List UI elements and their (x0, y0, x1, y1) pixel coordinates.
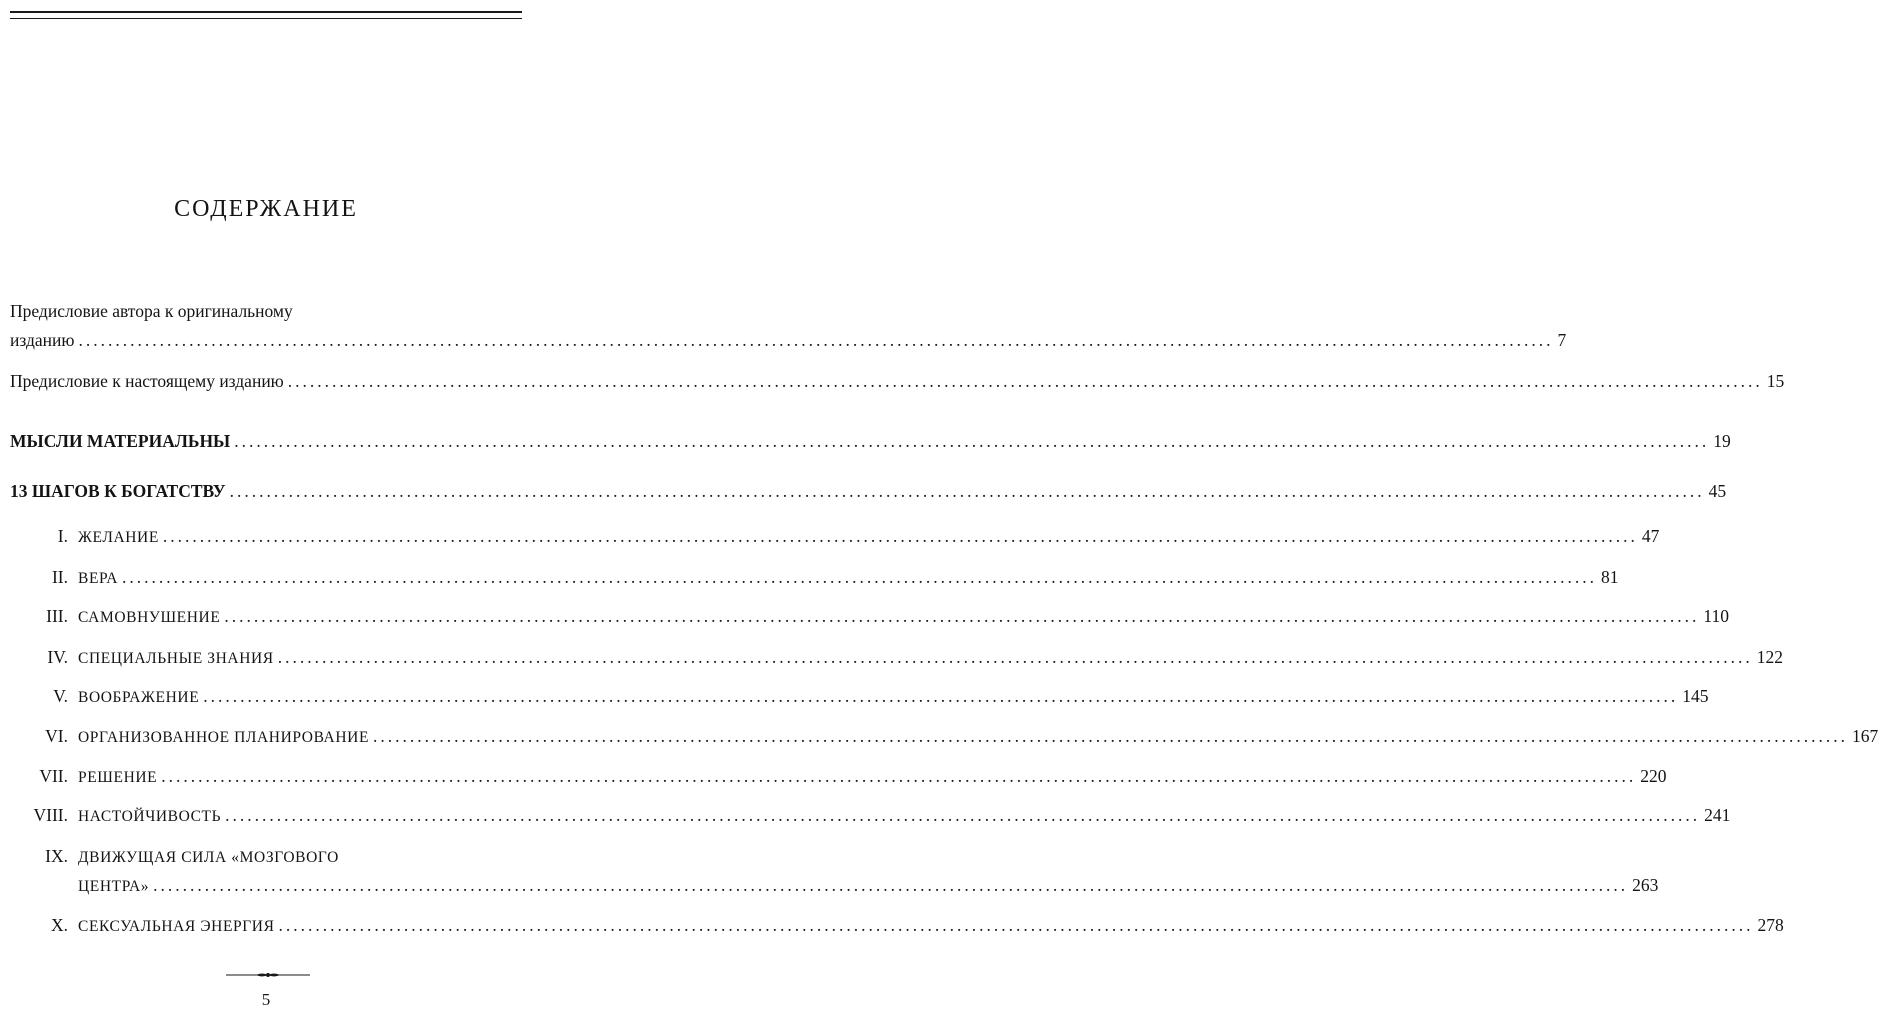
toc-entry-text: РЕШЕНИЕ (78, 769, 158, 786)
dot-leader: ........................................................................................................................................................................................................ (373, 726, 1849, 746)
toc-entry-text: 13 ШАГОВ К БОГАТСТВУ (10, 481, 226, 501)
toc-page-number: 145 (1682, 686, 1709, 706)
dot-leader: ........................................................................................................................................................................................................ (229, 481, 1705, 501)
chapter-number: I. (57, 526, 68, 546)
dot-leader: ........................................................................................................................................................................................................ (234, 431, 1710, 451)
top-rule-thick (10, 11, 522, 13)
toc-chapter-entry[interactable] (10, 602, 1730, 630)
toc-chapter-entry[interactable] (10, 563, 1619, 591)
chapter-number: IV. (47, 647, 68, 667)
dot-leader: ........................................................................................................................................................................................................ (153, 875, 1629, 895)
dot-leader: ........................................................................................................................................................................................................ (277, 647, 1753, 667)
toc-page-number: 167 (1852, 726, 1878, 746)
toc-chapter-entry[interactable] (10, 871, 1659, 899)
chapter-number: III. (46, 606, 68, 626)
toc-page-number: 122 (1756, 647, 1783, 667)
toc-chapter-entry-line1 (10, 842, 520, 870)
dot-leader: ........................................................................................................................................................................................................ (122, 567, 1598, 587)
toc-entry-text: СПЕЦИАЛЬНЫЕ ЗНАНИЯ (78, 650, 274, 667)
ornament-icon (226, 969, 310, 981)
toc-chapter-entry[interactable] (10, 682, 1709, 710)
toc-entry-text: Предисловие к настоящему изданию (10, 371, 284, 391)
top-rule-thin (10, 18, 522, 19)
dot-leader: ........................................................................................................................................................................................................ (162, 526, 1638, 546)
toc-entry-text: ЦЕНТРА» (78, 878, 150, 895)
toc-page-number: 278 (1757, 915, 1784, 935)
chapter-number: II. (51, 567, 68, 587)
toc-entry-text: МЫСЛИ МАТЕРИАЛЬНЫ (10, 431, 231, 451)
toc-chapter-entry[interactable] (10, 762, 1667, 790)
chapter-number: VII. (39, 766, 68, 786)
toc-chapter-entry[interactable] (10, 643, 1783, 671)
page-number: 5 (261, 990, 271, 1009)
toc-entry-text: ВЕРА (78, 570, 119, 587)
toc-entry-text: НАСТОЙЧИВОСТЬ (78, 808, 222, 825)
dot-leader: ........................................................................................................................................................................................................ (287, 371, 1763, 391)
toc-entry-text: ВООБРАЖЕНИЕ (78, 689, 200, 706)
page-title: СОДЕРЖАНИЕ (174, 196, 358, 222)
toc-entry-text: ОРГАНИЗОВАННОЕ ПЛАНИРОВАНИЕ (78, 729, 370, 746)
toc-page-number: 7 (1557, 330, 1567, 350)
toc-entry-text: ЖЕЛАНИЕ (78, 529, 159, 546)
toc-chapter-entry[interactable] (10, 522, 1660, 550)
dot-leader: ........................................................................................................................................................................................................ (278, 915, 1754, 935)
toc-entry-line1: Предисловие автора к оригинальному (10, 301, 293, 321)
toc-page-number: 19 (1713, 431, 1731, 451)
dot-leader: ........................................................................................................................................................................................................ (225, 805, 1701, 825)
toc-chapter-entry[interactable] (10, 722, 1878, 750)
chapter-number: VIII. (33, 805, 68, 825)
toc-page-number: 47 (1641, 526, 1660, 546)
toc-entry[interactable] (10, 326, 1567, 354)
toc-entry-text-line1: ДВИЖУЩАЯ СИЛА «МОЗГОВОГО (78, 849, 339, 866)
toc-entry-text: СЕКСУАЛЬНАЯ ЭНЕРГИЯ (78, 918, 275, 935)
dot-leader: ........................................................................................................................................................................................................ (161, 766, 1637, 786)
toc-page-number: 15 (1766, 371, 1785, 391)
toc-part-entry[interactable] (10, 477, 1727, 505)
dot-leader: ........................................................................................................................................................................................................ (78, 330, 1554, 350)
toc-page-number: 45 (1708, 481, 1727, 501)
toc-part-entry[interactable] (10, 427, 1731, 455)
toc-chapter-entry[interactable] (10, 911, 1784, 939)
toc-page-number: 110 (1703, 606, 1730, 626)
chapter-number: V. (53, 686, 68, 706)
toc-entry-text: изданию (10, 330, 75, 350)
dot-leader: ........................................................................................................................................................................................................ (224, 606, 1700, 626)
chapter-number: VI. (45, 726, 68, 746)
chapter-number: X. (50, 915, 68, 935)
toc-page-number: 220 (1640, 766, 1667, 786)
toc-page-number: 263 (1632, 875, 1659, 895)
toc-entry[interactable] (10, 367, 1785, 395)
chapter-number: IX. (45, 846, 68, 866)
toc-entry-text: САМОВНУШЕНИЕ (78, 609, 221, 626)
toc-page-number: 81 (1601, 567, 1619, 587)
toc-chapter-entry[interactable] (10, 801, 1731, 829)
dot-leader: ........................................................................................................................................................................................................ (203, 686, 1679, 706)
toc-page-number: 241 (1704, 805, 1731, 825)
